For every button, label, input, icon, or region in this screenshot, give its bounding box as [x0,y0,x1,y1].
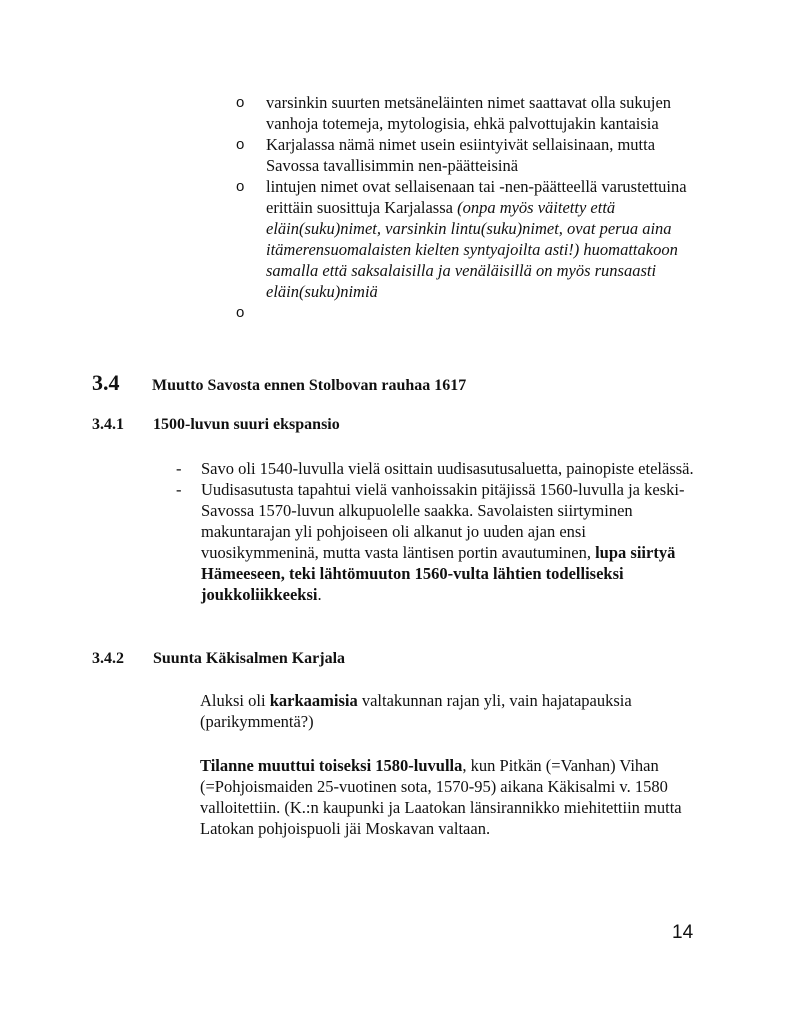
section-heading-3-4-1 [92,416,340,434]
paragraph-text: Aluksi oli [200,691,270,710]
bullet-text: Karjalassa nämä nimet usein esiintyivät sellaisinaan, mutta Savossa tavallisimmin nen-päätteisinä [266,135,656,175]
section-number: 3.4 [92,370,120,395]
paragraph [200,690,700,732]
list-item [232,176,702,302]
section-title: Suunta Käkisalmen Karjala [153,650,346,667]
bullet-text: lintujen nimet ovat sellaisenaan tai -nen-päätteellä varustettuina erittäin suosittuja Karjalassa [266,177,687,217]
circle-bullet-icon: o [236,304,245,321]
paragraph-text-end: , kun Pitkän (=Vanhan) Vihan (=Pohjoismaiden 25-vuotinen sota, 1570-95) aikana Käkisalmi v. 1580 valloitettiin. (K.:n kaupunki ja Laatokan länsirannikko miehitettiin mutta Latokan pohjoispuoli jäi Moskavan valtaan. [200,756,682,838]
dash-bullet-icon: - [176,459,182,478]
list-item [232,92,702,134]
circle-bullet-list [232,92,702,323]
section-number: 3.4.2 [92,650,124,667]
paragraph-bold-text: karkaamisia [269,691,358,710]
bullet-text: varsinkin suurten metsäneläinten nimet saattavat olla sukujen vanhoja totemeja, mytologisia, ehkä palvottujakin kantaisia [266,93,672,133]
page-number: 14 [672,922,694,943]
paragraph [200,755,700,839]
item-text-end: . [317,585,322,604]
list-item [170,479,700,605]
list-item-empty [232,302,702,323]
bullet-italic-text: (onpa myös väitetty että eläin(suku)nimet, varsinkin lintu(suku)nimet, ovat perua aina itämerensuomalaisten kielten syntyajoilta asti!) huomattakoon samalla että saksalaisilla ja venäläisillä on myös runsaasti eläin(suku)nimiä [266,198,678,301]
circle-bullet-icon: o [236,178,245,195]
section-title: Muutto Savosta ennen Stolbovan rauhaa 1617 [152,377,467,394]
list-item [170,458,700,479]
section-heading-3-4 [92,370,466,396]
circle-bullet-icon: o [236,94,245,111]
dash-bullet-icon: - [176,480,182,499]
paragraph-bold-text: Tilanne muuttui toiseksi 1580-luvulla [200,756,463,775]
item-bold-text: lupa siirtyä Hämeeseen, teki lähtömuuton 1560-vulta lähtien todelliseksi joukkoliikkeeksi [201,543,676,604]
item-text: Savo oli 1540-luvulla vielä osittain uudisasutusaluetta, painopiste etelässä. [201,459,694,478]
item-text: Uudisasutusta tapahtui vielä vanhoissakin pitäjissä 1560-luvulla ja keski-Savossa 1570-luvun alkupuolelle saakka. Savolaisten siirtyminen makuntarajan yli pohjoiseen oli alkanut jo uuden ajan ensi vuosikymmeninä, mutta vasta läntisen portin avautuminen, [201,480,685,562]
section-title: 1500-luvun suuri ekspansio [153,416,340,433]
circle-bullet-icon: o [236,136,245,153]
list-item [232,134,702,176]
section-heading-3-4-2 [92,650,345,668]
dash-bullet-list [170,458,700,605]
paragraph-text-end: valtakunnan rajan yli, vain hajatapauksia (parikymmentä?) [200,691,632,731]
section-number: 3.4.1 [92,416,124,433]
